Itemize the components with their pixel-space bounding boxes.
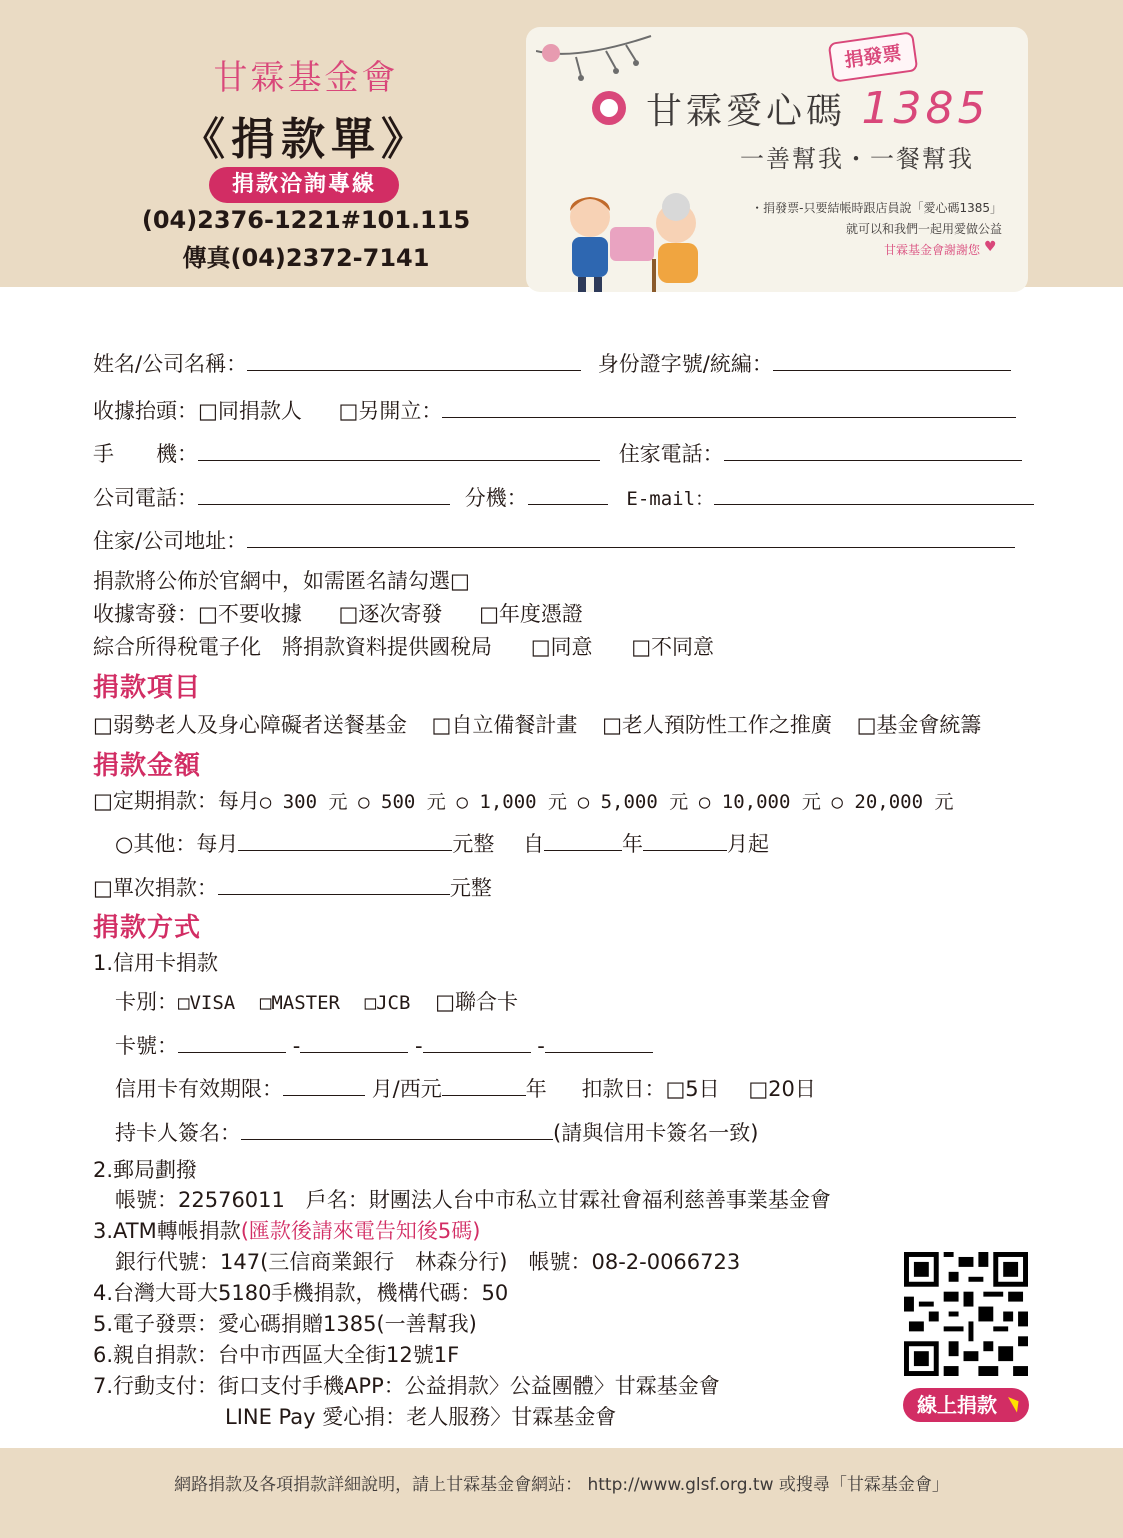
method-atm-note: (匯款後請來電告知後5碼) [240, 1219, 481, 1243]
email-label: E-mail： [626, 488, 715, 510]
id-input[interactable] [773, 352, 1011, 371]
anonymous-option[interactable]: 捐款將公佈於官網中，如需匿名請勾選□ [93, 569, 470, 593]
expiry-label: 信用卡有效期限： [115, 1077, 283, 1101]
item-prevention-checkbox[interactable]: □老人預防性工作之推廣 [602, 713, 832, 737]
heart-icon: ♥ [984, 239, 997, 255]
receipt-header-label: 收據抬頭： [93, 399, 198, 423]
company-phone-input[interactable] [198, 486, 450, 505]
debit-day-label: 扣款日： [581, 1077, 666, 1101]
qr-code-icon[interactable] [904, 1252, 1028, 1376]
cardholder-note: (請與信用卡簽名一致) [553, 1121, 759, 1145]
month-start-label: 月起 [727, 832, 770, 856]
amount-option-10000[interactable]: ○ 10,000 元 [698, 791, 821, 813]
receipt-none-checkbox[interactable]: □不要收據 [198, 602, 302, 626]
receipt-other-checkbox[interactable]: □另開立： [338, 399, 443, 423]
fax-number: 傳真(04)2372-7141 [182, 244, 430, 272]
mobile-input[interactable] [198, 442, 600, 461]
footer-text: 網路捐款及各項捐款詳細說明，請上甘霖基金會網站： http://www.glsf.org.tw 或搜尋「甘霖基金會」 [174, 1475, 949, 1495]
banner-title [646, 83, 989, 134]
banner-note-3: 甘霖基金會謝謝您 [883, 243, 980, 257]
receipt-each-checkbox[interactable]: □逐次寄發 [338, 602, 443, 626]
tax-agree-checkbox[interactable]: □同意 [530, 635, 593, 659]
amount-option-300[interactable]: ○ 300 元 [259, 791, 348, 813]
single-whole-yuan-label: 元整 [449, 876, 492, 900]
logo-icon [592, 91, 626, 125]
banner-title-text: 甘霖愛心碼 [646, 91, 847, 132]
receipt-annual-checkbox[interactable]: □年度憑證 [479, 602, 583, 626]
expiry-month-label: 月/西元 [371, 1077, 442, 1101]
tax-disagree-checkbox[interactable]: □不同意 [631, 635, 715, 659]
items-heading: 捐款項目 [93, 673, 202, 703]
card-dash-1: - [292, 1034, 301, 1058]
method-in-person: 6.親自捐款：台中市西區大全街12號1F [93, 1343, 460, 1367]
online-donation-label: 線上捐款 [917, 1393, 997, 1417]
method-e-invoice: 5.電子發票：愛心碼捐贈1385(一善幫我) [93, 1312, 477, 1336]
card-jcb-checkbox[interactable]: □JCB [364, 992, 411, 1014]
banner-note-1: ・捐發票-只要結帳時跟店員說「愛心碼1385」 [751, 201, 1002, 215]
single-donation-checkbox[interactable]: □單次捐款： [93, 876, 218, 900]
company-phone-label: 公司電話： [93, 486, 198, 510]
card-number-part-2[interactable] [300, 1034, 408, 1053]
debit-5-checkbox[interactable]: □5日 [665, 1077, 720, 1101]
item-self-cooking-checkbox[interactable]: □自立備餐計畫 [431, 713, 578, 737]
regular-amount-row [93, 785, 954, 815]
card-type-row [115, 986, 518, 1016]
card-type-label: 卡別： [115, 990, 178, 1014]
receipt-other-input[interactable] [442, 399, 1016, 418]
card-union-checkbox[interactable]: □聯合卡 [435, 990, 518, 1014]
online-donation-button[interactable] [903, 1388, 1029, 1422]
card-number-part-4[interactable] [545, 1034, 653, 1053]
whole-yuan-label: 元整 [452, 832, 495, 856]
start-year-input[interactable] [544, 832, 622, 851]
amount-heading: 捐款金額 [93, 751, 202, 781]
other-amount-row [115, 828, 769, 858]
items-row [93, 709, 981, 739]
cardholder-row [115, 1117, 758, 1147]
id-label: 身份證字號/統編： [597, 352, 773, 376]
methods-heading: 捐款方式 [93, 913, 202, 943]
from-label: 自 [523, 832, 545, 856]
expiry-year-label: 年 [525, 1077, 547, 1101]
single-amount-input[interactable] [218, 876, 450, 895]
item-general-fund-checkbox[interactable]: □基金會統籌 [856, 713, 982, 737]
ext-input[interactable] [528, 486, 608, 505]
method-mobile-carrier: 4.台灣大哥大5180手機捐款，機構代碼：50 [93, 1281, 509, 1305]
org-name: 甘霖基金會 [213, 58, 399, 98]
method-mobile-pay-1: 7.行動支付：街口支付手機APP：公益捐款〉公益團體〉甘霖基金會 [93, 1374, 720, 1398]
banner-note-2: 就可以和我們一起用愛做公益 [845, 222, 1002, 236]
receipt-mail-label: 收據寄發： [93, 602, 198, 626]
amount-option-20000[interactable]: ○ 20,000 元 [831, 791, 954, 813]
card-dash-2: - [414, 1034, 423, 1058]
address-label: 住家/公司地址： [93, 529, 248, 553]
method-postal-title: 2.郵局劃撥 [93, 1158, 198, 1182]
name-input[interactable] [247, 352, 581, 371]
banner-slogan: 一善幫我・一餐幫我 [740, 145, 974, 173]
card-visa-checkbox[interactable]: □VISA [178, 992, 236, 1014]
card-number-part-1[interactable] [178, 1034, 286, 1053]
method-atm-title: 3.ATM轉帳捐款 [93, 1219, 241, 1243]
amount-option-500[interactable]: ○ 500 元 [358, 791, 446, 813]
single-amount-row [93, 872, 492, 902]
home-phone-input[interactable] [724, 442, 1022, 461]
cardholder-label: 持卡人簽名： [115, 1121, 241, 1145]
card-number-label: 卡號： [115, 1034, 178, 1058]
ext-label: 分機： [464, 486, 528, 510]
card-master-checkbox[interactable]: □MASTER [259, 992, 340, 1014]
other-amount-radio[interactable]: ○其他：每月 [115, 832, 239, 856]
method-postal-detail: 帳號：22576011 戶名：財團法人台中市私立甘霖社會福利慈善事業基金會 [115, 1188, 831, 1212]
mobile-label: 手 機： [93, 442, 198, 466]
mobile-row [93, 438, 1022, 468]
hotline-phone: (04)2376-1221#101.115 [141, 206, 471, 234]
home-phone-label: 住家電話： [618, 442, 724, 466]
name-row [93, 348, 1011, 378]
invoice-donation-banner [526, 27, 1028, 292]
expiry-month-input[interactable] [283, 1077, 365, 1096]
card-number-part-3[interactable] [423, 1034, 531, 1053]
card-dash-3: - [537, 1034, 545, 1058]
other-amount-input[interactable] [238, 832, 452, 851]
tax-text: 綜合所得稅電子化 將捐款資料提供國稅局 [93, 635, 492, 659]
love-code: 1385 [861, 83, 990, 134]
method-atm-row [93, 1215, 480, 1245]
method-credit-card-title: 1.信用卡捐款 [93, 951, 219, 975]
hotline-badge: 捐款洽詢專線 [209, 167, 399, 203]
tax-row [93, 631, 714, 661]
cardholder-signature-input[interactable] [241, 1121, 553, 1140]
flower-branch-icon [536, 31, 656, 91]
receipt-same-checkbox[interactable]: □同捐款人 [198, 399, 302, 423]
expiry-year-input[interactable] [442, 1077, 526, 1096]
item-meal-fund-checkbox[interactable]: □弱勢老人及身心障礙者送餐基金 [93, 713, 407, 737]
method-mobile-pay-2: LINE Pay 愛心捐：老人服務〉甘霖基金會 [225, 1405, 617, 1429]
year-label: 年 [622, 832, 644, 856]
start-month-input[interactable] [643, 832, 727, 851]
receipt-mail-row [93, 598, 583, 628]
amount-option-1000[interactable]: ○ 1,000 元 [456, 791, 568, 813]
receipt-header-row [93, 395, 1016, 425]
amount-option-5000[interactable]: ○ 5,000 元 [577, 791, 689, 813]
email-input[interactable] [714, 486, 1034, 505]
debit-20-checkbox[interactable]: □20日 [748, 1077, 816, 1101]
address-row [93, 525, 1015, 555]
address-input[interactable] [247, 529, 1015, 548]
method-atm-detail: 銀行代號：147(三信商業銀行 林森分行) 帳號：08-2-0066723 [115, 1250, 741, 1274]
regular-donation-checkbox[interactable]: □定期捐款：每月 [93, 789, 260, 813]
volunteer-elder-illustration [548, 189, 718, 292]
card-expiry-row [115, 1073, 816, 1103]
cursor-icon [1008, 1393, 1023, 1412]
card-number-row [115, 1030, 653, 1060]
name-label: 姓名/公司名稱： [93, 352, 248, 376]
form-title: 《捐款單》 [181, 114, 431, 165]
company-phone-row [93, 482, 1034, 512]
invoice-badge: 捐發票 [828, 31, 919, 83]
